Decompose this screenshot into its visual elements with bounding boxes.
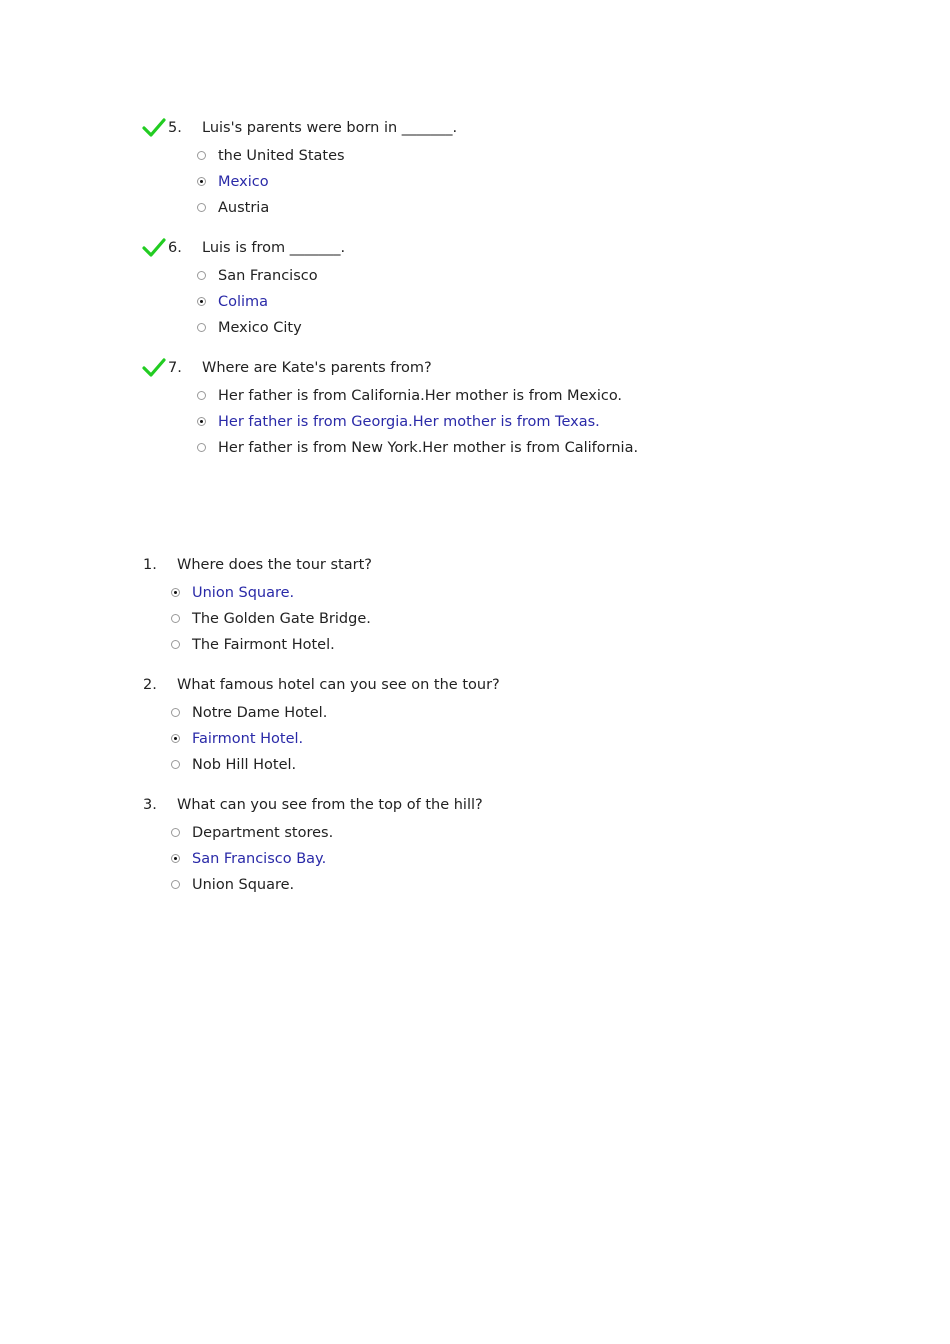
question-number: 6. (168, 240, 182, 256)
option-label: Colima (218, 294, 269, 310)
radio-unselected-icon[interactable] (171, 760, 180, 769)
radio-unselected-icon[interactable] (197, 151, 206, 160)
radio-selected-icon[interactable] (171, 854, 180, 863)
radio-unselected-icon[interactable] (197, 391, 206, 400)
radio-unselected-icon[interactable] (171, 640, 180, 649)
option-label: Fairmont Hotel. (192, 731, 304, 747)
radio-unselected-icon[interactable] (171, 828, 180, 837)
option-label: Union Square. (192, 585, 295, 601)
checkmark-icon (142, 118, 166, 138)
radio-unselected-icon[interactable] (171, 880, 180, 889)
checkmark-icon (142, 238, 166, 258)
question-number: 2. (143, 677, 157, 693)
option-label: Her father is from California.Her mother is from Mexico. (218, 388, 623, 404)
option-label: San Francisco Bay. (192, 851, 327, 867)
option-label: Her father is from Georgia.Her mother is from Texas. (218, 414, 600, 430)
radio-unselected-icon[interactable] (171, 614, 180, 623)
option-label: the United States (218, 148, 345, 164)
radio-selected-icon[interactable] (197, 417, 206, 426)
checkmark-icon (142, 358, 166, 378)
question-text: Where does the tour start? (177, 557, 372, 573)
question-number: 3. (143, 797, 157, 813)
radio-selected-icon[interactable] (171, 588, 180, 597)
option-label: San Francisco (218, 268, 318, 284)
question-text: Luis is from _______. (202, 240, 346, 256)
radio-unselected-icon[interactable] (197, 203, 206, 212)
radio-selected-icon[interactable] (171, 734, 180, 743)
radio-unselected-icon[interactable] (197, 443, 206, 452)
question-number: 1. (143, 557, 157, 573)
question-text: Where are Kate's parents from? (202, 360, 432, 376)
option-label: The Fairmont Hotel. (192, 637, 335, 653)
option-label: Nob Hill Hotel. (192, 757, 297, 773)
question-text: What can you see from the top of the hill? (177, 797, 483, 813)
radio-unselected-icon[interactable] (171, 708, 180, 717)
question-text: Luis's parents were born in _______. (202, 120, 458, 136)
option-label: Union Square. (192, 877, 295, 893)
option-label: The Golden Gate Bridge. (192, 611, 371, 627)
question-text: What famous hotel can you see on the tour? (177, 677, 500, 693)
option-label: Austria (218, 200, 270, 216)
option-label: Her father is from New York.Her mother is from California. (218, 440, 639, 456)
option-label: Notre Dame Hotel. (192, 705, 328, 721)
option-label: Mexico (218, 174, 269, 190)
option-label: Mexico City (218, 320, 302, 336)
option-label: Department stores. (192, 825, 334, 841)
radio-selected-icon[interactable] (197, 297, 206, 306)
question-number: 7. (168, 360, 182, 376)
radio-unselected-icon[interactable] (197, 323, 206, 332)
radio-unselected-icon[interactable] (197, 271, 206, 280)
question-number: 5. (168, 120, 182, 136)
radio-selected-icon[interactable] (197, 177, 206, 186)
